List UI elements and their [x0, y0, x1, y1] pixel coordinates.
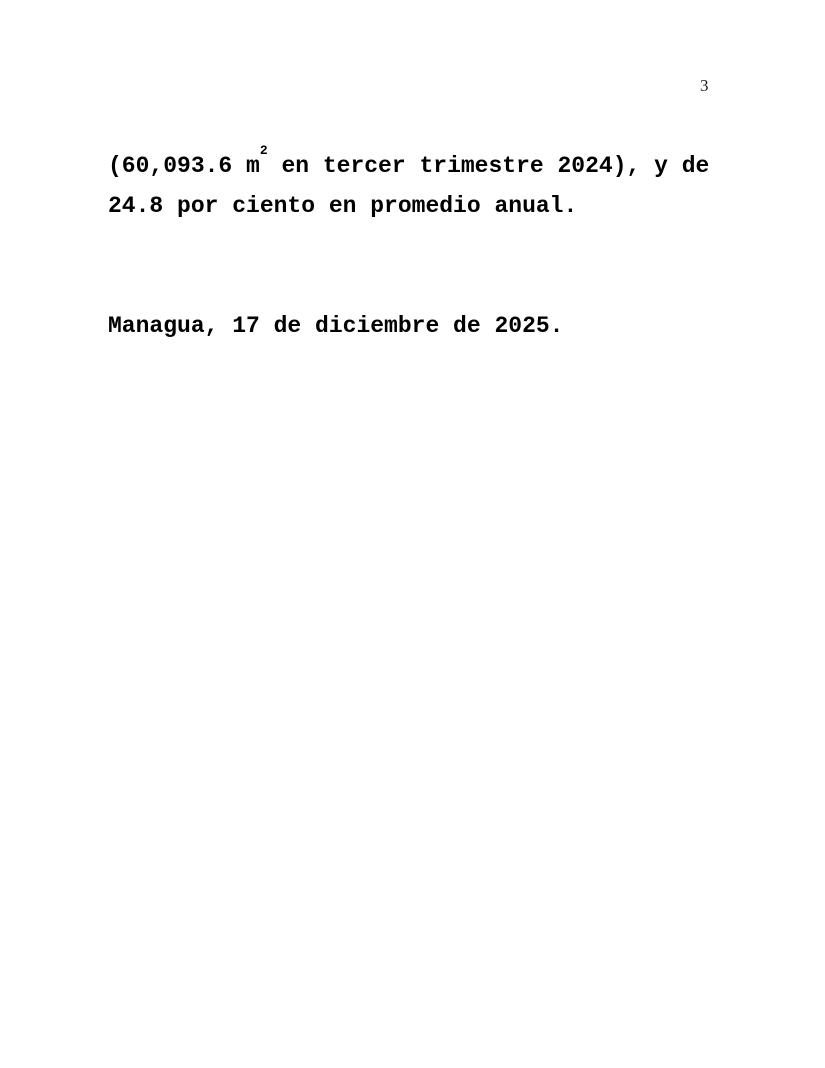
paragraph-line-2: 24.8 por ciento en promedio anual.: [108, 193, 578, 219]
paragraph-text-before-superscript: (60,093.6 m: [108, 153, 260, 179]
page-number: 3: [700, 76, 709, 95]
date-line: Managua, 17 de diciembre de 2025.: [108, 313, 564, 339]
paragraph-line-1: [108, 143, 768, 186]
document-body: [108, 143, 768, 346]
paragraph-text-after-superscript: en tercer trimestre 2024), y de: [267, 153, 710, 179]
superscript-exponent: 2: [259, 143, 268, 159]
